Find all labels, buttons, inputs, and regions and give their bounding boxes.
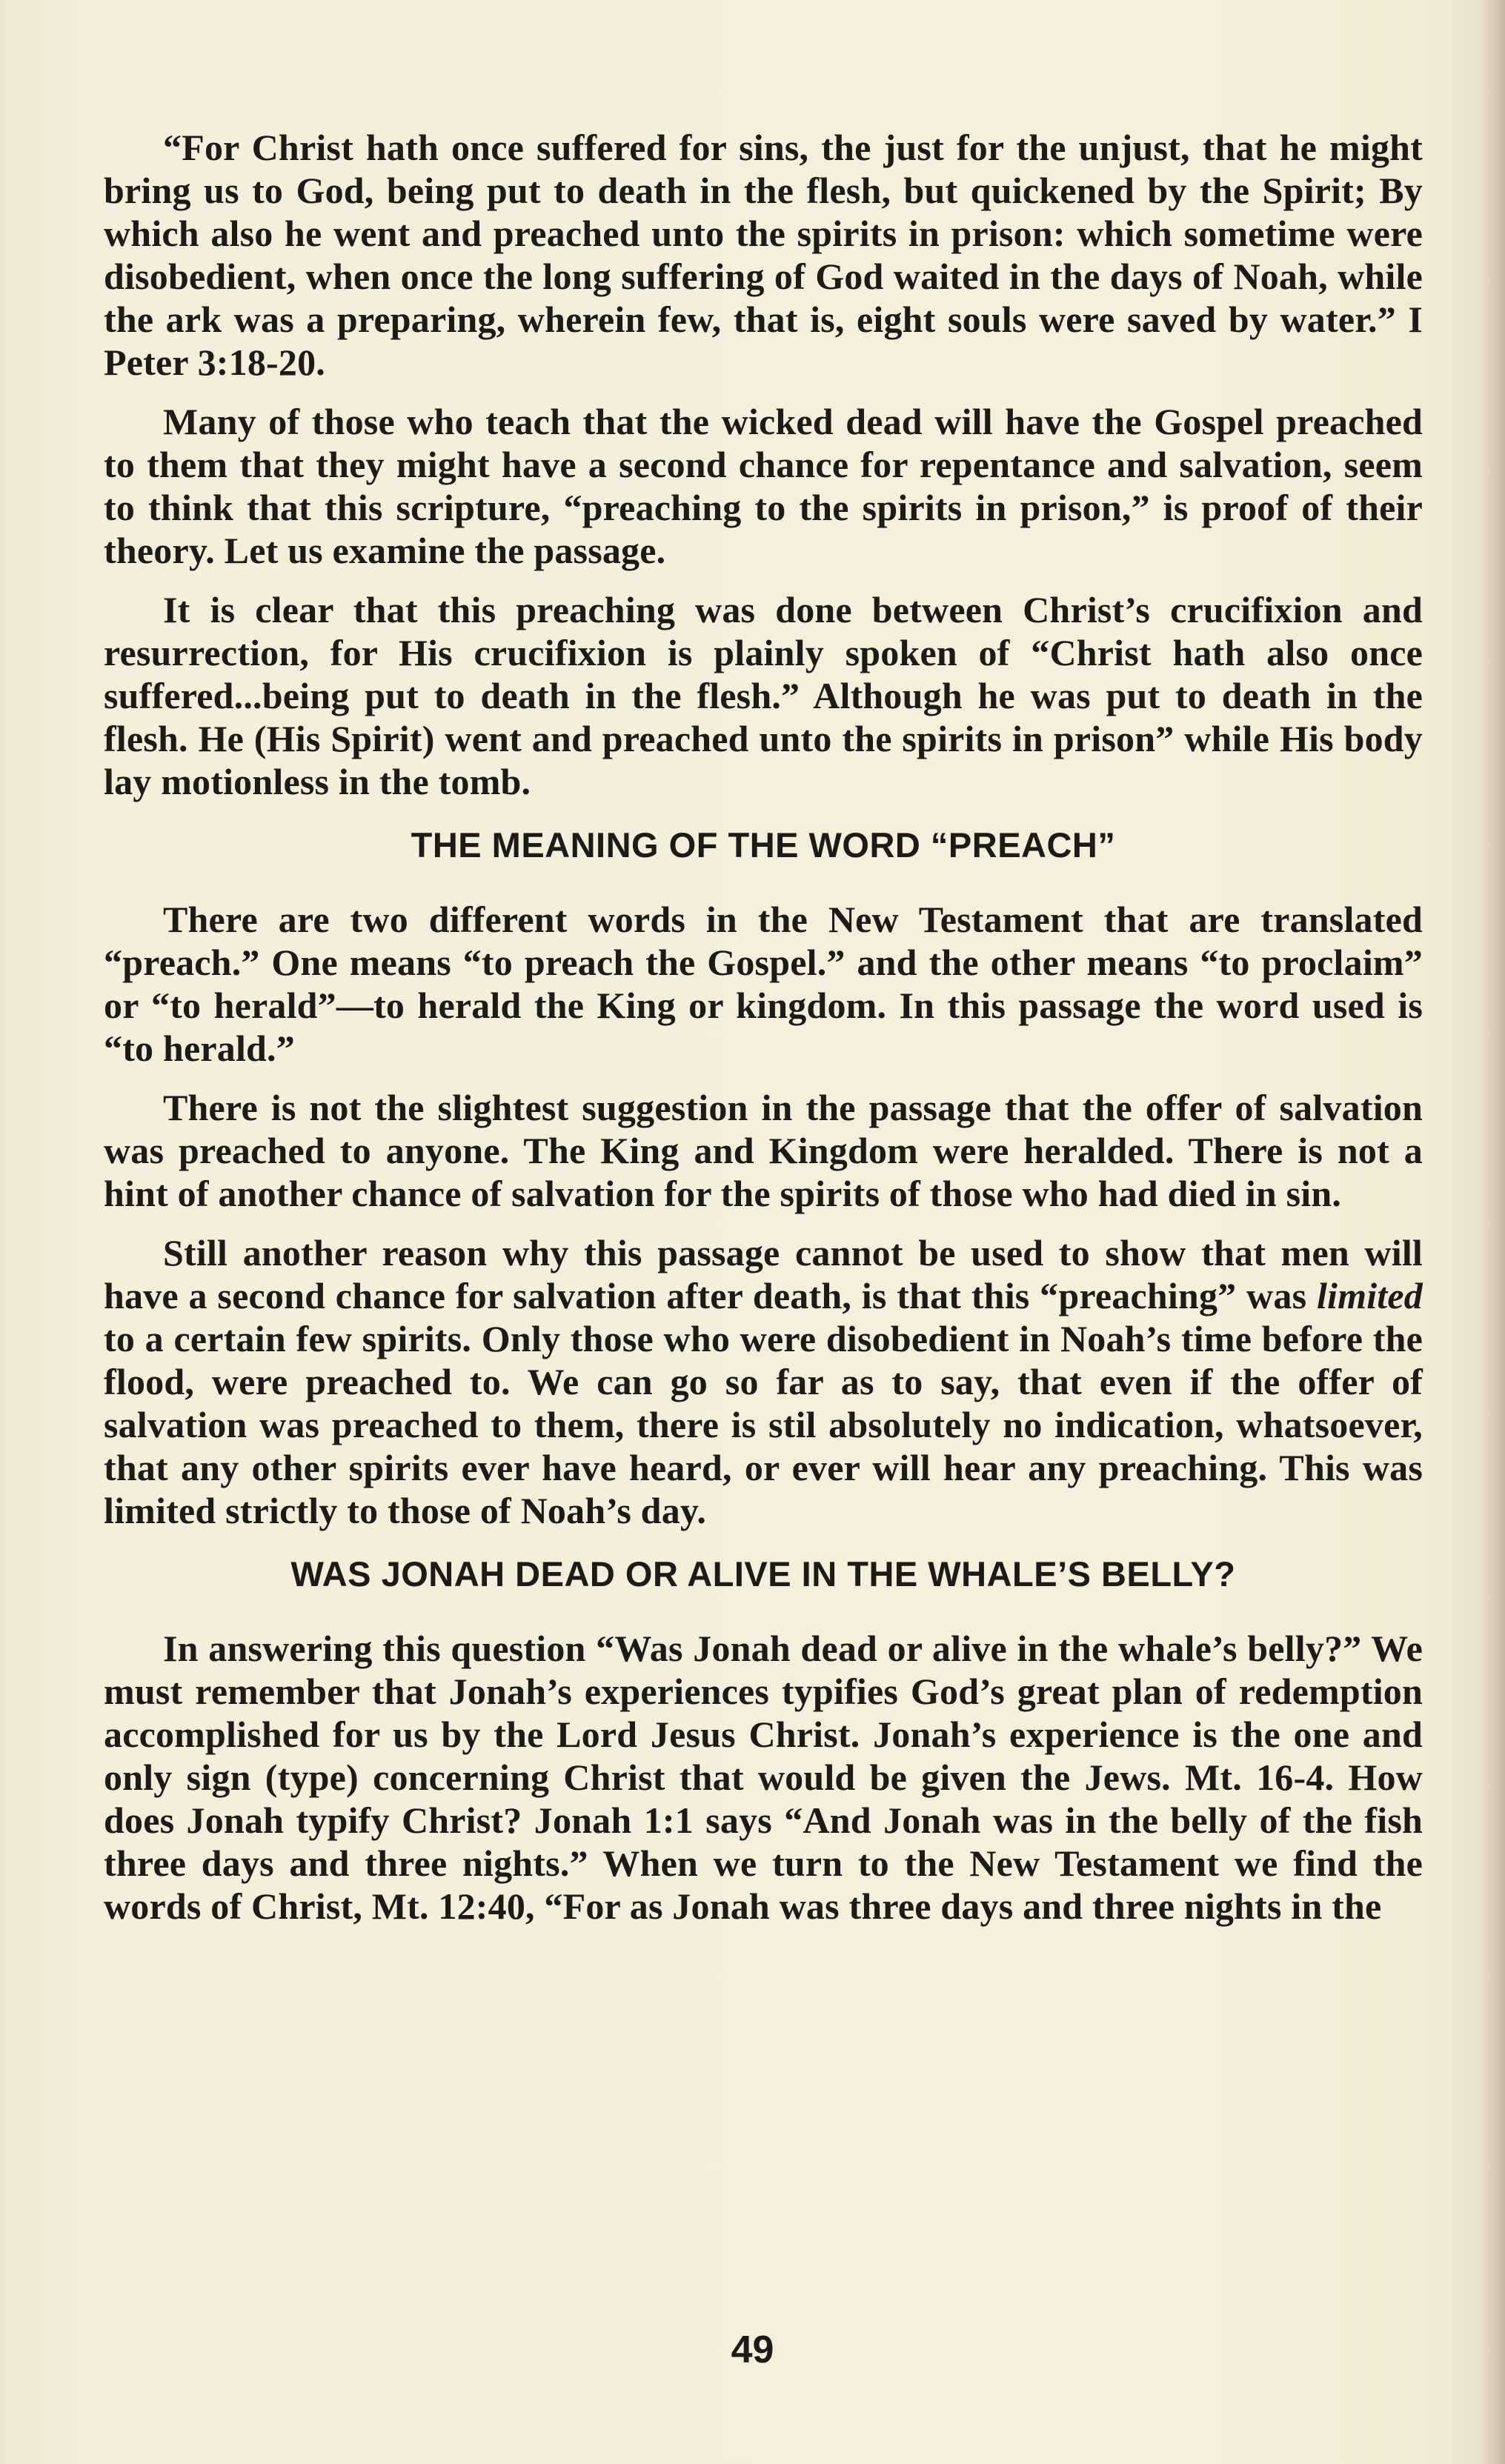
paragraph-scripture-quote: “For Christ hath once suffered for sins, the just for the unjust, that he might bring us to God, being put to death in the flesh, but quickened by the Spirit; By which also he went and preached unto the spirits in prison: which sometime were disobedient, when once the long suffering of God waited in the days of Noah, while the ark was a preparing, wherein few, that is, eight souls were saved by water.” I Peter 3:18-20. [104,127,1423,383]
page-edge-shadow [1480,0,1505,2464]
paragraph-second-chance: Many of those who teach that the wicked dead will have the Gospel preached to them that they might have a second chance for repentance and salvation, seem to think that this scripture, “preaching to the spirits in prison,” is proof of their theory. Let us examine the passage. [104,401,1423,571]
paragraph-two-words: There are two different words in the New Testament that are translated “preach.” One means “to preach the Gospel.” and the other means “to proclaim” or “to herald”—to herald the King or kingdom. In this passage the word used is “to herald.” [104,899,1423,1069]
emphasis-limited: limited [1316,1275,1423,1316]
paragraph-no-suggestion: There is not the slightest suggestion in the passage that the offer of salvation was preached to anyone. The King and Kingdom were heralded. There is not a hint of another chance of salvation for the spirits of those who had died in sin. [104,1087,1423,1214]
text-run: Still another reason why this passage cannot be used to show that men will have a second chance for salvation after death, is that this “preaching” was [104,1232,1423,1316]
paragraph-crucifixion: It is clear that this preaching was done between Christ’s crucifixion and resurrection, for His crucifixion is plainly spoken of “Christ hath also once suffered...being put to death in the flesh.” Although he was put to death in the flesh. He (His Spirit) went and preached unto the spirits in prison” while His body lay motionless in the tomb. [104,589,1423,802]
page-body [104,126,1423,1944]
paragraph-jonah: In answering this question “Was Jonah dead or alive in the whale’s belly?” We must remember that Jonah’s experiences typifies God’s great plan of redemption accomplished for us by the Lord Jesus Christ. Jonah’s experience is the one and only sign (type) concerning Christ that would be given the Jews. Mt. 16-4. How does Jonah typify Christ? Jonah 1:1 says “And Jonah was in the belly of the fish three days and three nights.” When we turn to the New Testament we find the words of Christ, Mt. 12:40, “For as Jonah was three days and three nights in the [104,1628,1423,1927]
text-run: to a certain few spirits. Only those who were disobedient in Noah’s time before the flood, were preached to. We can go so far as to say, that even if the offer of salvation was preached to them, there is stil absolutely no indication, whatsoever, that any other spirits ever have heard, or ever will hear any preaching. This was limited strictly to those of Noah’s day. [104,1318,1423,1531]
paragraph-limited-preaching [104,1231,1423,1532]
section-heading-preach: THE MEANING OF THE WORD “PREACH” [411,825,1116,865]
section-heading-jonah: WAS JONAH DEAD OR ALIVE IN THE WHALE’S BELLY? [290,1554,1236,1594]
page-number: 49 [731,2328,774,2371]
